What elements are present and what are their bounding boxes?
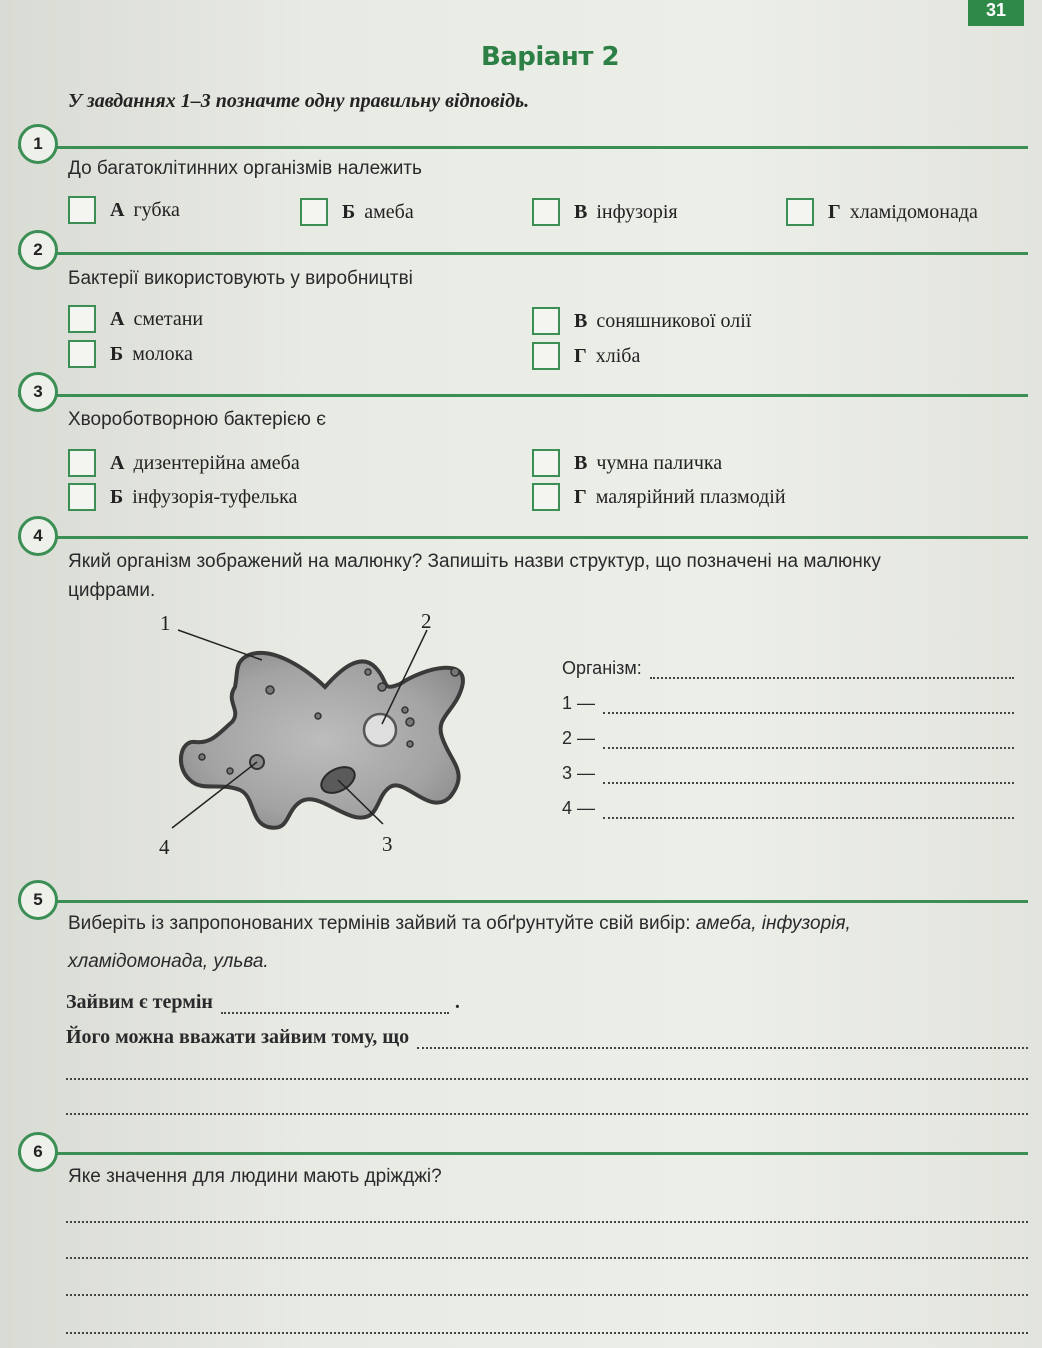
option-letter: В [574,309,588,332]
option-letter: Б [110,485,124,508]
granule [315,713,321,719]
granule [402,707,408,713]
answer-line[interactable] [66,1077,1028,1080]
option-text: чумна паличка [596,451,723,474]
amoeba-body [181,653,463,828]
option-text: амеба [364,200,414,223]
answer-line[interactable] [66,1256,1028,1259]
q6-text: Яке значення для людини мають дріжджі? [68,1166,442,1187]
q3-text: Хвороботворною бактерією є [68,409,326,430]
option-letter: А [110,451,125,474]
checkbox[interactable] [68,196,96,224]
q1-divider [18,146,1028,149]
q2-text: Бактерії використовують у виробництві [68,268,413,289]
checkbox[interactable] [532,342,560,370]
q2-option-d[interactable] [532,342,640,370]
answer-line[interactable] [417,1046,1028,1049]
answer-line[interactable] [603,816,1014,819]
option-text: інфузорія [596,200,678,223]
option-text: сметани [133,307,204,330]
q5-terms-part1: амеба, інфузорія, [695,913,851,934]
figure-label-4: 4 [159,835,170,859]
q2-option-a[interactable] [68,305,203,333]
page-number-tab: 31 [968,0,1024,26]
answer-line[interactable] [603,711,1014,714]
q1-option-b[interactable] [300,198,414,226]
q3-option-a[interactable] [68,449,300,477]
structure-4-label: 4 — [562,798,596,818]
structure-3-field[interactable] [562,763,1014,784]
q5-number-badge: 5 [18,880,58,920]
structure-1-label: 1 — [562,693,596,713]
checkbox[interactable] [68,483,96,511]
option-letter: В [574,451,588,474]
option-letter: Г [574,485,587,508]
structure-4-field[interactable] [562,798,1014,819]
granule [406,718,414,726]
q4-number-badge: 4 [18,516,58,556]
extra-term-field[interactable] [66,991,510,1014]
checkbox[interactable] [532,198,560,226]
answer-line[interactable] [66,1293,1028,1296]
period: . [454,991,460,1013]
answer-line[interactable] [221,1011,449,1014]
extra-term-label: Зайвим є термін [66,991,213,1013]
organism-field[interactable] [562,658,1014,679]
q5-prompt: Виберіть із запропонованих термінів зайвий та обґрунтуйте свій вибір: [68,913,691,934]
checkbox[interactable] [532,483,560,511]
figure-label-1: 1 [160,611,171,635]
checkbox[interactable] [68,449,96,477]
option-text: губка [133,198,180,221]
pointer-line-1 [178,630,262,660]
figure-label-3: 3 [382,832,393,856]
checkbox[interactable] [68,305,96,333]
answer-line[interactable] [66,1112,1028,1115]
q5-divider [18,900,1028,903]
q1-option-d[interactable] [786,198,978,226]
organism-label: Організм: [562,658,642,678]
structure-1-field[interactable] [562,693,1014,714]
q4-text-line1: Який організм зображений на малюнку? Запишіть назви структур, що позначені на малюнку [68,551,881,572]
answer-line[interactable] [650,676,1014,679]
checkbox[interactable] [68,340,96,368]
q1-option-a[interactable] [68,196,180,224]
checkbox[interactable] [532,307,560,335]
amoeba-illustration [150,612,480,862]
granule [378,683,386,691]
q5-text-line1 [68,913,851,935]
option-letter: Г [574,344,587,367]
q3-option-d[interactable] [532,483,786,511]
q3-divider [18,394,1028,397]
option-letter: Г [828,200,841,223]
granule [365,669,371,675]
q1-text: До багатоклітинних організмів належить [68,158,422,179]
q6-number-badge: 6 [18,1132,58,1172]
granule [227,768,233,774]
option-letter: В [574,200,588,223]
q2-number-badge: 2 [18,230,58,270]
q3-option-b[interactable] [68,483,297,511]
q1-number-badge: 1 [18,124,58,164]
option-letter: Б [342,200,356,223]
granule [199,754,205,760]
q1-option-c[interactable] [532,198,678,226]
answer-line[interactable] [66,1220,1028,1223]
checkbox[interactable] [532,449,560,477]
q4-text-line2: цифрами. [68,580,156,601]
option-text: дизентерійна амеба [133,451,300,474]
q3-option-c[interactable] [532,449,722,477]
q6-divider [18,1152,1028,1155]
option-letter: А [110,198,125,221]
option-text: хламідомонада [849,200,978,223]
structure-3-label: 3 — [562,763,596,783]
granule [407,741,413,747]
q2-divider [18,252,1028,255]
checkbox[interactable] [300,198,328,226]
q2-option-b[interactable] [68,340,193,368]
option-text: малярійний плазмодій [595,485,786,508]
answer-line[interactable] [66,1331,1028,1334]
option-text: молока [132,342,193,365]
option-letter: А [110,307,125,330]
granule [266,686,274,694]
granule [451,668,459,676]
structure-2-field[interactable] [562,728,1014,749]
q2-option-c[interactable] [532,307,751,335]
q4-divider [18,536,1028,539]
checkbox[interactable] [786,198,814,226]
answer-line[interactable] [603,746,1014,749]
structure-2-label: 2 — [562,728,596,748]
option-text: хліба [595,344,641,367]
option-letter: Б [110,342,124,365]
q5-terms-part2: хламідомонада, ульва. [68,951,269,972]
instructions: У завданнях 1–3 позначте одну правильну відповідь. [68,90,530,112]
reason-label: Його можна вважати зайвим тому, що [66,1026,410,1048]
option-text: соняшникової олії [596,309,752,332]
reason-field[interactable] [66,1026,1028,1049]
contractile-vacuole [364,714,396,746]
figure-label-2: 2 [421,609,432,633]
page-title: Варіант 2 [480,42,620,72]
answer-line[interactable] [603,781,1014,784]
q3-number-badge: 3 [18,372,58,412]
option-text: інфузорія-туфелька [132,485,298,508]
